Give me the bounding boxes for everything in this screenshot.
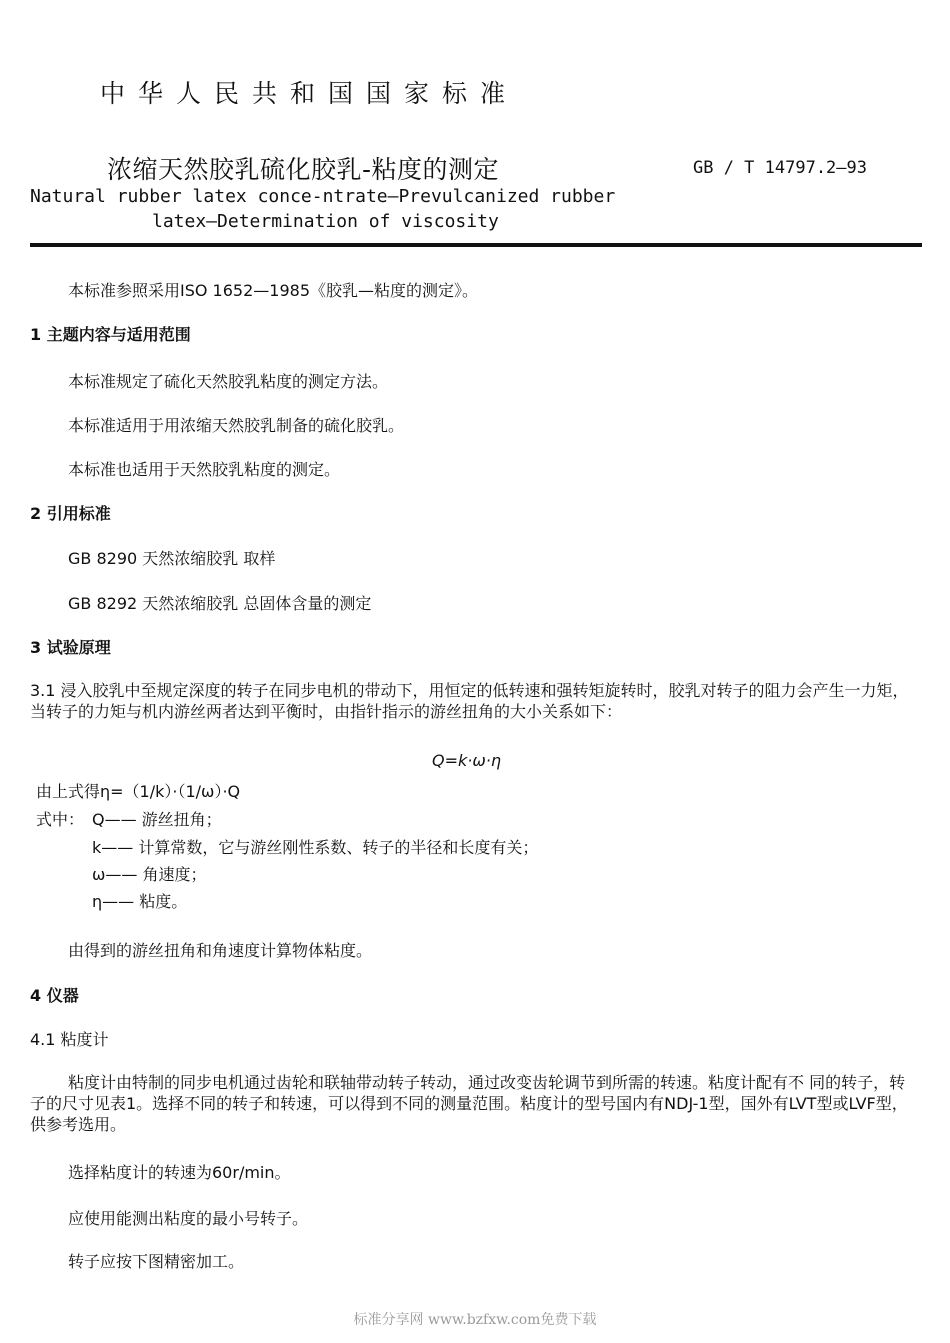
rotation-speed-paragraph: 选择粘度计的转速为60r/min。: [68, 1163, 291, 1182]
document-title-en-line2: latex—Determination of viscosity: [152, 211, 499, 232]
rotor-selection-paragraph: 应使用能测出粘度的最小号转子。: [68, 1209, 309, 1228]
where-label: 式中：: [36, 810, 85, 829]
definition-q: Q—— 游丝扭角；: [92, 810, 222, 829]
document-title-cn: 浓缩天然胶乳硫化胶乳-粘度的测定: [107, 155, 500, 184]
viscosity-formula: Q=k·ω·η: [432, 751, 501, 770]
section-3-conclusion: 由得到的游丝扭角和角速度计算物体粘度。: [68, 941, 373, 960]
section-1-heading: 1 主题内容与适用范围: [30, 325, 191, 344]
section-3-heading: 3 试验原理: [30, 638, 111, 657]
definition-omega: ω—— 角速度；: [92, 865, 207, 884]
viscometer-paragraph: 粘度计由特制的同步电机通过齿轮和联轴带动转子转动，通过改变齿轮调节到所需的转速。粘度计配有不 同的转子，转子的尺寸见表1。选择不同的转子和转速，可以得到不同的测量范围。粘度计的型号国内有NDJ-1型，国外有LVT型或LVF型，供参考选用。: [30, 1073, 908, 1134]
section-3-1-paragraph: 3.1 浸入胶乳中至规定深度的转子在同步电机的带动下，用恒定的低转速和强转矩旋转时，胶乳对转子的阻力会产生一力矩，当转子的力矩与机内游丝两者达到平衡时，由指针指示的游丝扭角的大小关系如下：: [30, 681, 909, 721]
section-1-para-3: 本标准也适用于天然胶乳粘度的测定。: [68, 460, 341, 479]
document-title-en-line1: Natural rubber latex conce-ntrate—Prevulcanized rubber: [30, 186, 616, 207]
reference-gb8290: GB 8290 天然浓缩胶乳 取样: [68, 549, 276, 568]
definition-k: k—— 计算常数，它与游丝刚性系数、转子的半径和长度有关；: [92, 838, 539, 857]
section-2-heading: 2 引用标准: [30, 504, 111, 523]
section-1-para-1: 本标准规定了硫化天然胶乳粘度的测定方法。: [68, 372, 389, 391]
intro-paragraph: 本标准参照采用ISO 1652—1985《胶乳—粘度的测定》。: [68, 281, 478, 300]
definition-eta: η—— 粘度。: [92, 892, 188, 911]
section-1-para-2: 本标准适用于用浓缩天然胶乳制备的硫化胶乳。: [68, 416, 405, 435]
national-standard-header: 中华人民共和国国家标准: [100, 79, 519, 108]
header-rule: [30, 243, 922, 247]
section-4-heading: 4 仪器: [30, 986, 79, 1005]
watermark-footer: 标准分享网 www.bzfxw.com免费下载: [353, 1312, 597, 1328]
section-4-1-heading: 4.1 粘度计: [30, 1030, 109, 1049]
reference-gb8292: GB 8292 天然浓缩胶乳 总固体含量的测定: [68, 594, 372, 613]
rotor-machining-paragraph: 转子应按下图精密加工。: [68, 1252, 245, 1271]
derived-formula: 由上式得η=（1/k）·（1/ω）·Q: [36, 782, 241, 801]
standard-number: GB / T 14797.2—93: [693, 158, 867, 178]
